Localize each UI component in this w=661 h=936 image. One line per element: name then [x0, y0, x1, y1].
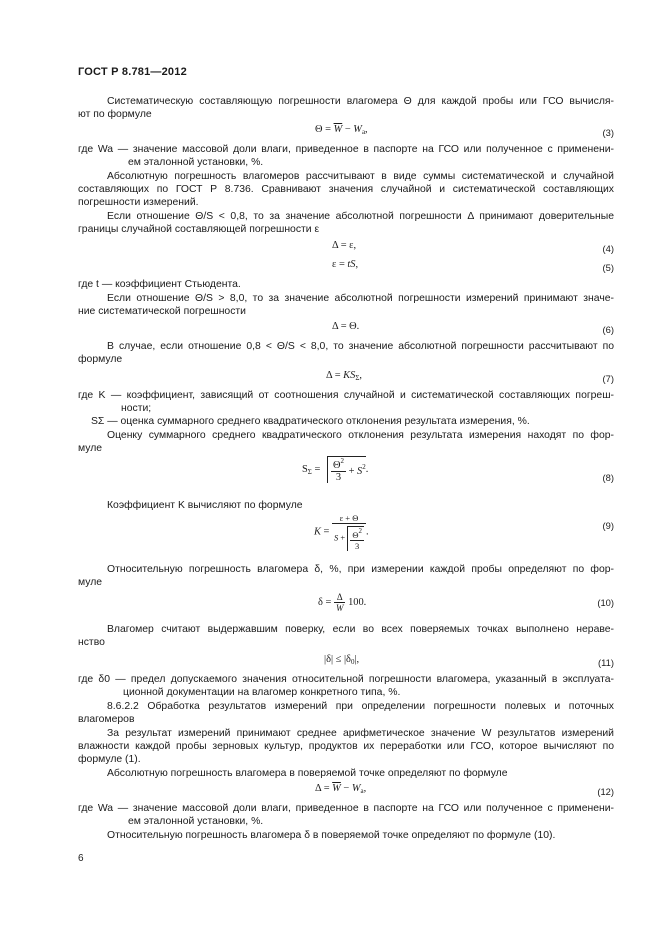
equation-number: (7): [602, 373, 614, 384]
formula-11: $|\delta| \le |\delta_0|$,: [324, 654, 360, 666]
text-line: где K — коэффициент, зависящий от соотношения случайной и систематической составляющих погреш-: [78, 390, 614, 401]
text-line: Относительную погрешность влагомера δ, %, при измерении каждой пробы определяют по фор-: [107, 564, 614, 575]
text-line: Абсолютную погрешность влагомера в поверяемой точке определяют по формуле: [107, 768, 508, 779]
equation-number: (10): [597, 597, 614, 608]
text-line: составляющих по ГОСТ Р 8.736. Сравнивают значения случайной и систематической составляющих: [78, 184, 614, 195]
formula-3: $\Theta = \overline{W} - W_a$,: [315, 124, 368, 136]
text-line: ем эталонной установки, %.: [128, 157, 264, 168]
text-line: Если отношение Θ/S > 8,0, то за значение абсолютной погрешности измерений принимают значе-: [107, 293, 614, 304]
text-line: ционной документации на влагомер конкретного типа, %.: [123, 687, 401, 698]
text-line: 8.6.2.2 Обработка результатов измерений при определении погрешности полевых и поточных: [107, 701, 614, 712]
text-line: ние систематической погрешности: [78, 306, 246, 317]
text-line: Коэффициент K вычисляют по формуле: [107, 500, 303, 511]
text-line: ем эталонной установки, %.: [128, 816, 264, 827]
document-header: ГОСТ Р 8.781—2012: [78, 66, 187, 78]
text-line: где t — коэффициент Стьюдента.: [78, 279, 241, 290]
equation-number: (9): [602, 520, 614, 531]
equation-number: (5): [602, 262, 614, 273]
equation-number: (8): [602, 472, 614, 483]
text-line: Относительную погрешность влагомера δ в поверяемой точке определяют по формуле (10).: [107, 830, 556, 841]
equation-number: (4): [602, 243, 614, 254]
formula-7: $\Delta = KS_\Sigma$,: [326, 370, 362, 382]
text-line: нство: [78, 637, 105, 648]
text-line: В случае, если отношение 0,8 < Θ/S < 8,0, то значение абсолютной погрешности рассчитывают по: [107, 341, 614, 352]
text-line: Систематическую составляющую погрешности влагомера Θ для каждой пробы или ГСО вычисля-: [107, 96, 614, 107]
formula-4: Δ = ε,: [332, 240, 357, 251]
formula-5: ε = tS,: [332, 259, 359, 270]
text-line: формуле: [78, 354, 123, 365]
text-line: ют по формуле: [78, 109, 152, 120]
text-line: границы случайной составляющей погрешности ε: [78, 224, 320, 235]
formula-12: $\Delta = \overline{W} - W_a$,: [315, 783, 367, 795]
text-line: влагомеров: [78, 714, 135, 725]
equation-number: (12): [597, 786, 614, 797]
formula-8: $S_\Sigma$ = $\frac{\Theta^2}{3}$ + $S^2$.: [302, 457, 369, 483]
equation-number: (11): [598, 657, 614, 668]
text-line: где Wa — значение массовой доли влаги, приведенное в паспорте на ГСО или полученное с применени-: [78, 803, 614, 814]
text-line: где Wa — значение массовой доли влаги, приведенное в паспорте на ГСО или полученное с применени-: [78, 144, 614, 155]
text-line: ности;: [121, 403, 152, 414]
equation-number: (3): [602, 127, 614, 138]
text-line: погрешности измерений.: [78, 197, 199, 208]
text-line: Абсолютную погрешность влагомеров рассчитывают в виде суммы систематической и случайной: [107, 171, 614, 182]
text-line: SΣ — оценка суммарного среднего квадратического отклонения результата измерения, %.: [91, 416, 530, 427]
text-line: где δ0 — предел допускаемого значения относительной погрешности влагомера, указанный в эксплуата-: [78, 674, 614, 685]
text-line: муле: [78, 577, 103, 588]
text-line: Оценку суммарного среднего квадратического отклонения результата измерения находят по фор-: [107, 430, 614, 441]
page-number: 6: [78, 853, 84, 864]
text-line: влажности каждой пробы зерновых культур, продуктов их переработки или ГСО, которое вычисляют по: [78, 741, 614, 752]
text-line: За результат измерений принимают среднее арифметическое значение W результатов измерений: [107, 728, 614, 739]
text-line: муле: [78, 443, 103, 454]
text-line: Влагомер считают выдержавшим поверку, если во всех поверяемых точках выполнено нераве-: [107, 624, 614, 635]
equation-number: (6): [602, 324, 614, 335]
formula-9: K = ε + Θ S + $\frac{\Theta^2}{3}$ .: [314, 513, 369, 551]
formula-6: Δ = Θ.: [332, 321, 360, 332]
formula-10: δ = $\frac{\Delta}{W}$ 100.: [318, 592, 367, 613]
text-line: формуле (1).: [78, 754, 141, 765]
text-line: Если отношение Θ/S < 0,8, то за значение абсолютной погрешности Δ принимают доверительные: [107, 211, 614, 222]
